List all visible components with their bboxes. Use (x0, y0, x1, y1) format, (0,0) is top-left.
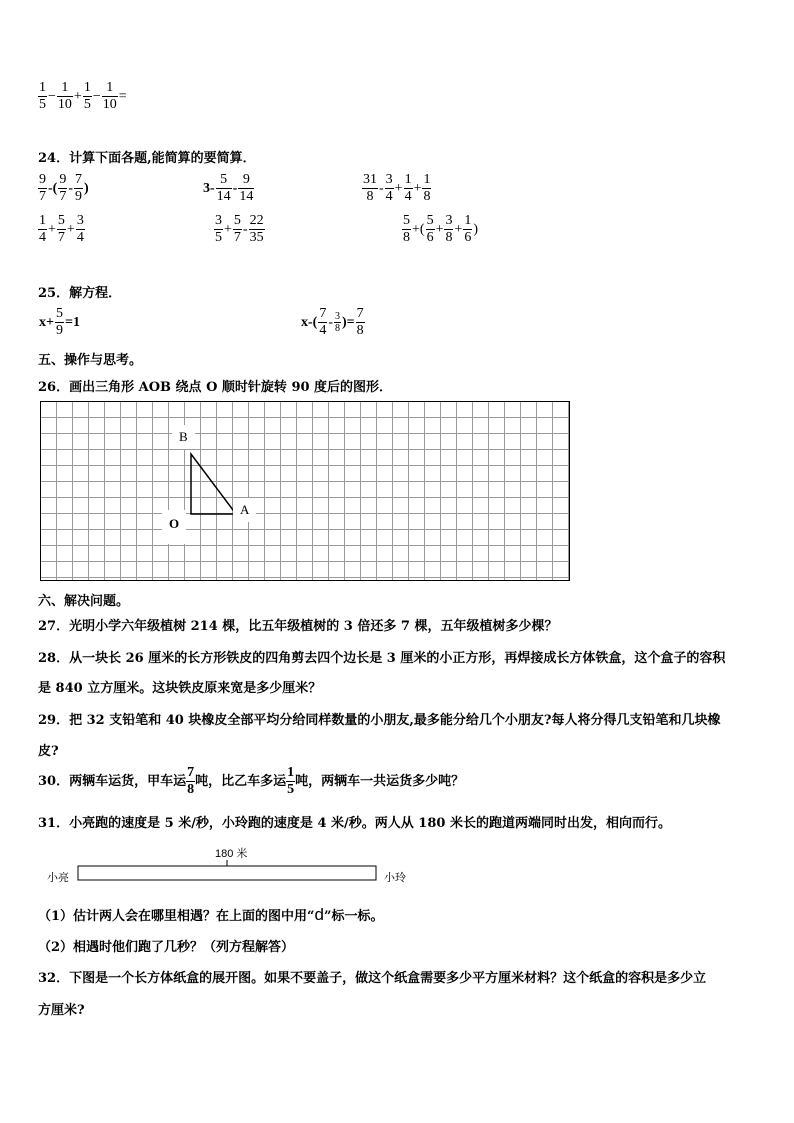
q31-text: 31．小亮跑的速度是 5 米/秒，小玲跑的速度是 4 米/秒。两人从 180 米长的跑道两端同时出发，相向而行。 (38, 816, 671, 831)
q24-title: 24．计算下面各题,能简算的要简算． (38, 151, 256, 166)
track-distance-label: 180 米 (215, 848, 248, 860)
q29-text-line1: 29．把 32 支铅笔和 40 块橡皮全部平均分给同样数量的小朋友,最多能分给几个小朋友?每人将分得几支铅笔和几块橡 (38, 713, 721, 728)
fraction: $\frac{1}{5}$ (39, 80, 46, 113)
q28-text-line1: 28．从一块长 26 厘米的长方形铁皮的四角剪去四个边长是 3 厘米的小正方形，再焊接成长方体铁盒，这个盒子的容积 (38, 651, 726, 666)
fraction: $\frac{1}{10}$ (57, 80, 72, 113)
operator: − (92, 88, 101, 104)
q25-equation-1: x+ $\frac{5}{9}$ =1 (39, 306, 80, 339)
track-diagram (76, 858, 381, 886)
q29-text-line2: 皮? (38, 744, 59, 759)
expression-top (38, 80, 128, 113)
q30-text: 30．两辆车运货，甲车运 $\frac{7}{8}$ 吨，比乙车多运 $\frac{1}{5}$ 吨，两辆车一共运货多少吨？ (38, 765, 465, 798)
q32-text-line2: 方厘米? (38, 1003, 85, 1018)
q24-expr-1: $\frac{9}{7}$ -( $\frac{9}{7}$ - $\frac{7}{9}$ ) (39, 172, 89, 205)
q25-equation-2: x-( $\frac{7}{4}$ - $\frac{3}{8}$ )= $\frac{7}{8}$ (301, 306, 364, 339)
point-label-b: B (172, 425, 195, 449)
operator: − (48, 88, 56, 104)
q24-expr-2: 3- $\frac{5}{14}$ - $\frac{9}{14}$ (203, 172, 254, 205)
q31-sub-2: （2）相遇时他们跑了几秒？（列方程解答） (38, 940, 295, 955)
grid-paper (40, 401, 570, 581)
section-6-heading: 六、解决问题。 (38, 594, 130, 609)
mark-symbol: d (314, 905, 324, 924)
track-right-label: 小玲 (384, 872, 406, 884)
fraction: $\frac{1}{10}$ (102, 80, 117, 113)
q24-expr-6: $\frac{5}{8}$ +( $\frac{5}{6}$ + $\frac{3}{8}$ + $\frac{1}{6}$ ) (403, 213, 479, 246)
section-5-heading: 五、操作与思考。 (38, 353, 143, 368)
q27-text: 27．光明小学六年级植树 214 棵，比五年级植树的 3 倍还多 7 棵，五年级植树多少棵？ (38, 619, 558, 634)
triangle-aob (41, 402, 571, 582)
q24-expr-4: $\frac{1}{4}$ + $\frac{5}{7}$ + $\frac{3}{4}$ (39, 213, 84, 246)
fraction: $\frac{1}{5}$ (83, 80, 91, 113)
operator: + (73, 88, 82, 104)
q26-title: 26．画出三角形 AOB 绕点 O 顺时针旋转 90 度后的图形． (38, 380, 393, 395)
q32-text-line1: 32．下图是一个长方体纸盒的展开图。如果不要盖子，做这个纸盒需要多少平方厘米材料？这个纸盒的容积是多少立 (38, 971, 707, 986)
q31-sub-1: （1）估计两人会在哪里相遇？在上面的图中用“d”标一标。 (38, 905, 384, 924)
point-label-a: A (233, 498, 256, 522)
q24-expr-5: $\frac{3}{5}$ + $\frac{5}{7}$ - $\frac{22}{35}$ (215, 213, 264, 246)
q24-expr-3: $\frac{31}{8}$ - $\frac{3}{4}$ + $\frac{1}{4}$ + $\frac{1}{8}$ (363, 172, 431, 205)
point-label-o: O (162, 510, 186, 544)
q25-title: 25．解方程． (38, 286, 122, 301)
track-left-label: 小亮 (47, 872, 69, 884)
q28-text-line2: 是 840 立方厘米。这块铁皮原来宽是多少厘米？ (38, 681, 322, 696)
operator: = (118, 88, 127, 104)
